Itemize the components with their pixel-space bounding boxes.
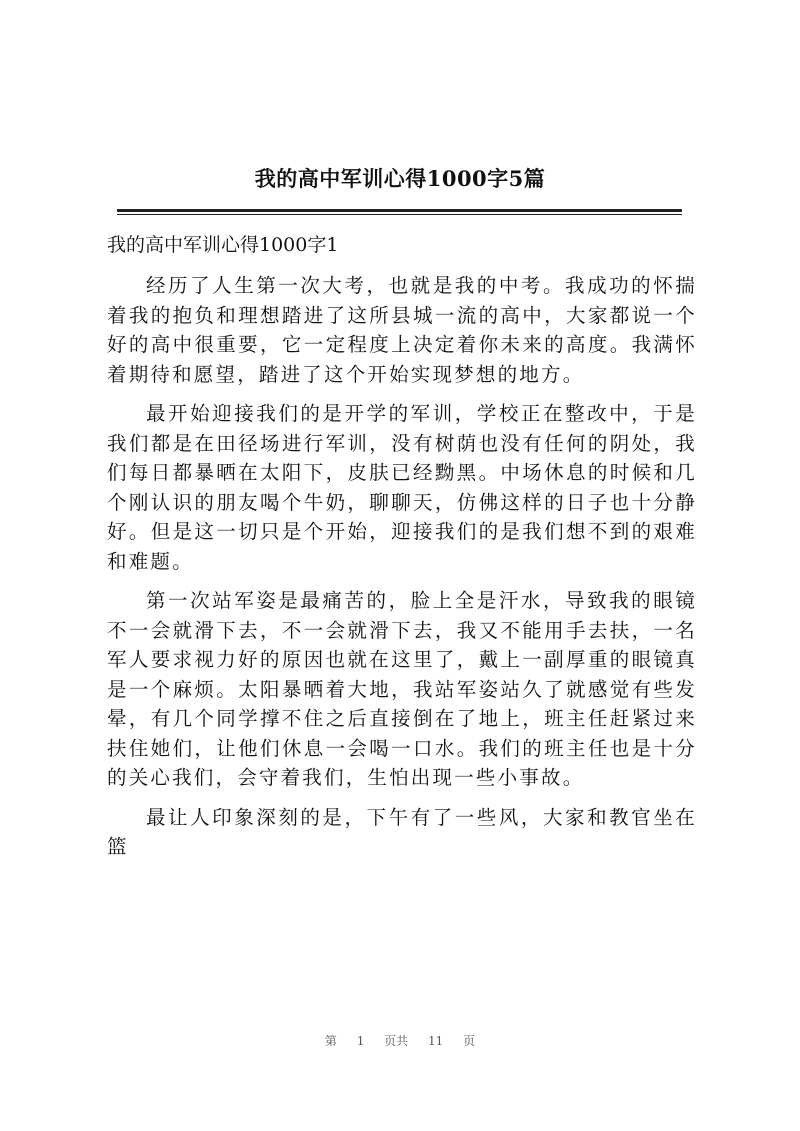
footer-suffix: 页	[463, 1034, 476, 1048]
section-heading: 我的高中军训心得1000字1	[107, 234, 339, 256]
title-rule-thin	[117, 214, 682, 215]
footer-middle: 页共	[384, 1034, 409, 1048]
paragraph: 最开始迎接我们的是开学的军训，学校正在整改中，于是我们都是在田径场进行军训，没有树荫也没有任何的阴处，我们每日都暴晒在太阳下，皮肤已经黝黑。中场休息的时候和几个刚认识的朋友喝个牛奶，聊聊天，仿佛这样的日子也十分静好。但是这一切只是个开始，迎接我们的是我们想不到的艰难和难题。	[107, 402, 697, 573]
footer-page-number: 1	[356, 1034, 365, 1048]
page-footer	[0, 1032, 800, 1049]
paragraph: 经历了人生第一次大考，也就是我的中考。我成功的怀揣着我的抱负和理想踏进了这所县城一流的高中，大家都说一个好的高中很重要，它一定程度上决定着你未来的高度。我满怀着期待和愿望，踏进了这个开始实现梦想的地方。	[107, 274, 697, 386]
paragraph: 最让人印象深刻的是，下午有了一些风，大家和教官坐在篮	[107, 805, 697, 858]
document-body	[107, 271, 697, 872]
footer-prefix: 第	[324, 1034, 337, 1048]
footer-total-pages: 11	[428, 1034, 444, 1048]
document-title: 我的高中军训心得1000字5篇	[254, 166, 546, 191]
title-rule-thick	[117, 209, 682, 212]
paragraph: 第一次站军姿是最痛苦的，脸上全是汗水，导致我的眼镜不一会就滑下去，不一会就滑下去，我又不能用手去扶，一名军人要求视力好的原因也就在这里了，戴上一副厚重的眼镜真是一个麻烦。太阳暴晒着大地，我站军姿站久了就感觉有些发晕，有几个同学撑不住之后直接倒在了地上，班主任赶紧过来扶住她们，让他们休息一会喝一口水。我们的班主任也是十分的关心我们，会守着我们，生怕出现一些小事故。	[107, 589, 697, 789]
